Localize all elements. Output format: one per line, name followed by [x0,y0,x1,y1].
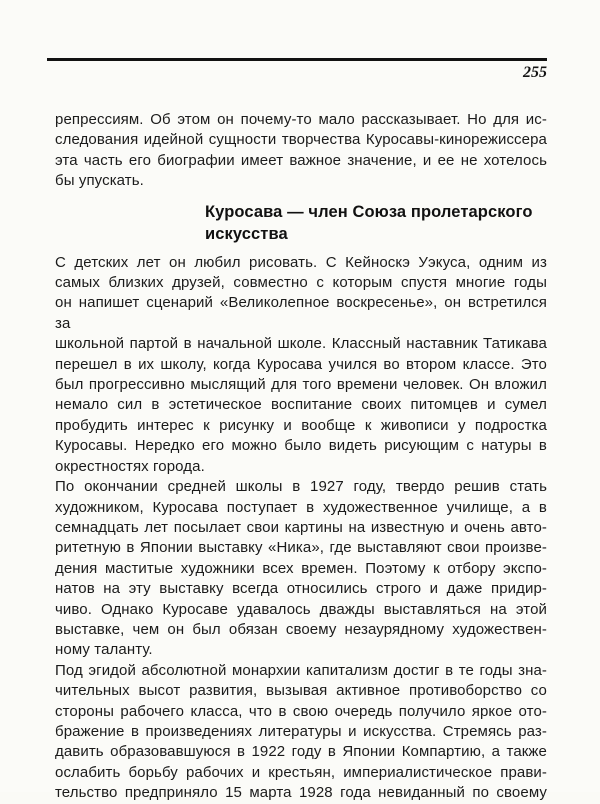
paragraph [55,477,547,661]
text-line: перешел в их школу, когда Куросава учился во втором классе. Это [55,355,547,373]
text-line: давить образовавшуюся в 1922 году в Японии Компартию, а также [55,743,547,761]
text-line: искусства [205,224,288,243]
text-line: семнадцать лет посылает свои картины на известную и очень авто- [55,518,547,536]
text-line: немало сил в эстетическое воспитание своих питомцев и сумел [55,396,547,414]
text-line: он напишет сценарий «Великолепное воскресенье», он встретился за [55,294,547,332]
text-line: ритетную в Японии выставку «Ника», где выставляют свои произве- [55,539,547,557]
text-line: Под эгидой абсолютной монархии капитализм достиг в те годы зна- [55,661,547,679]
paragraph [55,253,547,477]
text-line: чительных высот развития, вызывая активное противоборство со [55,682,547,700]
text-line: окрестностях города. [55,457,205,475]
page-number: 255 [523,64,547,81]
paragraph [55,110,547,192]
text-line: чиво. Однако Куросаве удавалось дважды выставляться на этой [55,600,547,618]
text-line: стороны рабочего класса, что в свою очередь получило яркое ото- [55,702,547,720]
section-heading [55,201,547,245]
text-line: бражение в произведениях литературы и искусства. Стремясь раз- [55,722,547,740]
text-column [55,110,547,804]
text-line: натов на эту выставку всегда относились строго и даже придир- [55,580,547,598]
text-line: эта часть его биографии имеет важное значение, и ее не хотелось [55,151,547,169]
text-line: самых близких друзей, совместно с которым спустя многие годы [55,274,547,292]
text-line: репрессиям. Об этом он почему-то мало рассказывает. Но для ис- [55,111,547,128]
header-rule [47,58,547,61]
text-line: школьной партой в начальной школе. Классный наставник Татикава [55,335,547,353]
paragraph [55,661,547,804]
text-line: пробудить интерес к рисунку и вообще к живописи у подростка [55,416,547,434]
text-line: ному таланту. [55,641,153,659]
text-line: ослабить борьбу рабочих и крестьян, империалистическое прави- [55,763,547,781]
text-line: Куросавы. Нередко его можно было видеть рисующим с натуры в [55,437,547,455]
text-line: бы упускать. [55,172,144,190]
text-line: По окончании средней школы в 1927 году, твердо решив стать [55,478,547,496]
text-line: следования идейной сущности творчества Куросавы-кинорежиссера [55,131,547,149]
text-line: выставке, чем он был обязан своему незаурядному художествен- [55,620,547,638]
text-line: тельство предприняло 15 марта 1928 года невиданный по своему [55,784,547,802]
text-line: С детских лет он любил рисовать. С Кейноскэ Уэкуса, одним из [55,253,547,271]
text-line: дения маститые художники всех времен. Поэтому к отбору экспо- [55,559,547,577]
text-line: был прогрессивно мыслящий для того времени человек. Он вложил [55,376,547,394]
text-line: Куросава — член Союза пролетарского [205,202,533,221]
text-line: художником, Куросава поступает в художественное училище, а в [55,498,547,516]
